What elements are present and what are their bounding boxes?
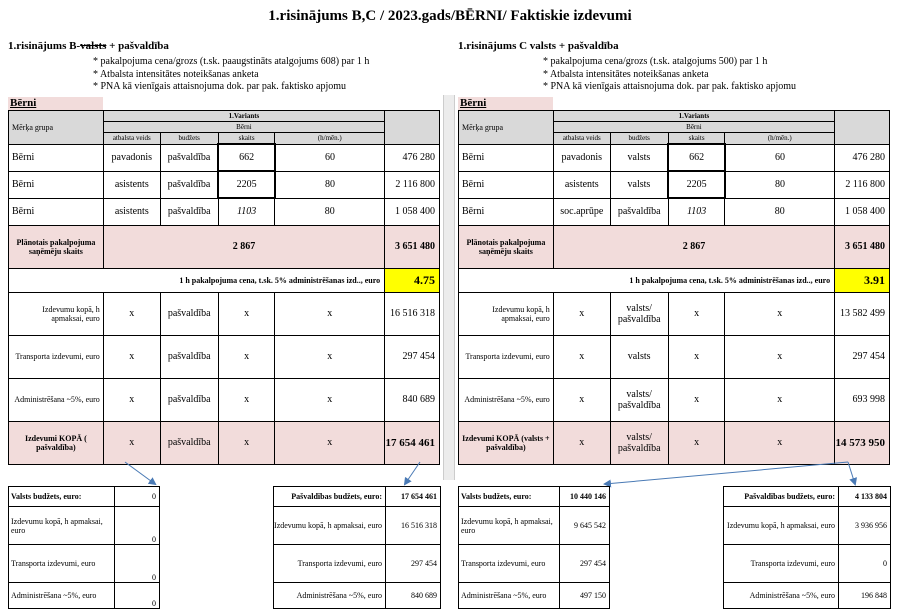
table-cell: x [725,378,835,421]
col-header: atbalsta veids [103,132,160,144]
price-value: 4.75 [385,268,440,292]
col-header: budžets [610,132,668,144]
arrow-right-state [605,462,848,484]
col-header: atbalsta veids [553,132,610,144]
note-item: * PNA kā vienīgais attaisnojuma dok. par pak. faktisko apjomu [543,81,890,94]
cost-label: Transporta izdevumi, euro [459,335,554,378]
target-group-header: Mērķa grupa [459,110,554,144]
table-cell: 476 280 [835,144,890,171]
muni-budget-label: Administrēšana ~5%, euro [724,583,839,609]
table-cell: valsts/ pašvaldība [610,378,668,421]
table-cell: pašvaldība [160,335,218,378]
muni-budget-title: Pašvaldības budžets, euro: [274,487,386,507]
table-cell: 2205 [218,171,275,198]
left-heading-pre: 1.risinājums B- [8,40,81,52]
planned-label: Plānotais pakalpojuma saņēmēju skaits [459,225,554,268]
state-budget-title: Valsts budžets, euro: [459,487,560,507]
table-cell: 80 [275,171,385,198]
col-header: skaits [218,132,275,144]
table-cell: x [218,335,275,378]
state-budget-value: 0 [115,583,160,609]
cost-label: Administrēšana ~5%, euro [9,378,104,421]
state-budget-total: 0 [115,487,160,507]
planned-count: 2 867 [103,225,384,268]
cost-value: 16 516 318 [385,292,440,335]
cost-value: 840 689 [385,378,440,421]
table-row-group: Bērni [459,198,554,225]
cost-label: Izdevumu kopā, h apmaksai, euro [9,292,104,335]
table-cell: x [218,378,275,421]
total-label: Izdevumi KOPĀ (valsts + pašvaldība) [459,421,554,464]
table-cell: x [218,292,275,335]
table-cell: x [103,335,160,378]
table-cell: pašvaldība [160,144,218,171]
note-item: * pakalpojuma cena/grozs (t.sk. atalgojums 500) par 1 h [543,56,890,69]
note-item: * pakalpojuma cena/grozs (t.sk. paaugstināts atalgojums 608) par 1 h [93,56,440,69]
table-cell: pašvaldība [160,198,218,225]
table-cell: x [553,378,610,421]
state-budget-label: Izdevumu kopā, h apmaksai, euro [459,507,560,545]
right-heading: 1.risinājums C valsts + pašvaldība [458,40,619,52]
cost-label: Transporta izdevumi, euro [9,335,104,378]
target-group-header: Mērķa grupa [9,110,104,144]
col-header: (h/mēn.) [725,132,835,144]
table-cell: pašvaldība [610,198,668,225]
table-cell: x [668,378,725,421]
table-row-group: Bērni [459,144,554,171]
total-value: 17 654 461 [385,421,440,464]
table-cell: 1103 [668,198,725,225]
table-cell: x [553,292,610,335]
state-budget-label: Transporta izdevumi, euro [459,545,560,583]
state-budget-label: Izdevumu kopā, h apmaksai, euro [9,507,115,545]
arrow-left-muni [405,462,420,484]
table-cell: asistents [103,198,160,225]
table-cell: valsts [610,335,668,378]
table-cell: x [668,421,725,464]
table-cell: x [103,292,160,335]
muni-budget-label: Transporta izdevumi, euro [724,545,839,583]
table-cell: 80 [725,198,835,225]
table-cell: x [103,378,160,421]
planned-count: 2 867 [553,225,834,268]
table-cell: pašvaldība [160,421,218,464]
muni-budget-total: 4 133 804 [839,487,891,507]
table-cell: x [725,421,835,464]
muni-budget-label: Izdevumu kopā, h apmaksai, euro [724,507,839,545]
muni-budget-total: 17 654 461 [386,487,441,507]
table-row-group: Bērni [459,171,554,198]
muni-budget-value: 840 689 [386,583,441,609]
table-cell: x [275,292,385,335]
right-state-budget-table [458,486,610,609]
children-header: Bērni [103,121,384,132]
table-row-group: Bērni [9,198,104,225]
table-cell: x [668,292,725,335]
price-value: 3.91 [835,268,890,292]
left-state-budget-table [8,486,160,609]
table-cell: 1 058 400 [835,198,890,225]
cost-value: 297 454 [835,335,890,378]
table-cell: 80 [725,171,835,198]
table-cell: pašvaldība [160,292,218,335]
table-cell: asistents [103,171,160,198]
state-budget-total: 10 440 146 [560,487,610,507]
table-cell: pavadonis [553,144,610,171]
cost-value: 297 454 [385,335,440,378]
total-value: 14 573 950 [835,421,890,464]
state-budget-value: 297 454 [560,545,610,583]
table-cell: asistents [553,171,610,198]
table-cell: valsts [610,171,668,198]
left-heading-post: + pašvaldība [106,40,169,52]
muni-budget-value: 196 848 [839,583,891,609]
table-cell: x [275,421,385,464]
state-budget-label: Administrēšana ~5%, euro [459,583,560,609]
table-cell: 60 [725,144,835,171]
state-budget-value: 9 645 542 [560,507,610,545]
table-cell: soc.aprūpe [553,198,610,225]
table-cell: 2 116 800 [835,171,890,198]
arrow-right-muni [848,462,855,484]
table-cell: 2205 [668,171,725,198]
group-label: Bērni [458,97,553,110]
col-header: (h/mēn.) [275,132,385,144]
state-budget-title: Valsts budžets, euro: [9,487,115,507]
table-cell: 60 [275,144,385,171]
planned-hours: 3 651 480 [835,225,890,268]
table-cell: x [218,421,275,464]
table-cell: pavadonis [103,144,160,171]
table-cell: 2 116 800 [385,171,440,198]
table-cell: x [275,378,385,421]
left-muni-budget-table [273,486,441,609]
muni-budget-title: Pašvaldības budžets, euro: [724,487,839,507]
table-cell: pašvaldība [160,378,218,421]
muni-budget-value: 297 454 [386,545,441,583]
planned-hours: 3 651 480 [385,225,440,268]
cost-value: 13 582 499 [835,292,890,335]
table-row-group: Bērni [9,144,104,171]
table-cell: x [725,335,835,378]
table-cell: 80 [275,198,385,225]
muni-budget-value: 3 936 956 [839,507,891,545]
table-cell: x [668,335,725,378]
table-cell: pašvaldība [160,171,218,198]
children-header: Bērni [553,121,834,132]
col-header: budžets [160,132,218,144]
note-item: * PNA kā vienīgais attaisnojuma dok. par pak. faktisko apjomu [93,81,440,94]
group-label: Bērni [8,97,103,110]
table-cell: x [553,335,610,378]
table-cell: valsts/ pašvaldība [610,292,668,335]
table-cell: x [275,335,385,378]
variant-header: 1.Variants [103,110,384,121]
price-label: 1 h pakalpojuma cena, t.sk. 5% administrēšanas izd.., euro [459,268,835,292]
table-cell: 662 [218,144,275,171]
arrow-left-state [125,462,155,484]
planned-label: Plānotais pakalpojuma saņēmēju skaits [9,225,104,268]
muni-budget-label: Administrēšana ~5%, euro [274,583,386,609]
state-budget-label: Administrēšana ~5%, euro [9,583,115,609]
left-heading-strike: valsts [80,40,107,52]
muni-budget-label: Transporta izdevumi, euro [274,545,386,583]
table-cell: valsts/ pašvaldība [610,421,668,464]
table-cell: x [553,421,610,464]
state-budget-value: 0 [115,545,160,583]
muni-budget-label: Izdevumu kopā, h apmaksai, euro [274,507,386,545]
table-cell: 1 058 400 [385,198,440,225]
state-budget-label: Transporta izdevumi, euro [9,545,115,583]
table-cell: x [103,421,160,464]
note-item: * Atbalsta intensitātes noteikšanas anketa [543,69,890,82]
page-title: 1.risinājums B,C / 2023.gads/BĒRNI/ Faktiskie izdevumi [268,8,632,24]
table-cell: 662 [668,144,725,171]
cost-label: Administrēšana ~5%, euro [459,378,554,421]
variant-header: 1.Variants [553,110,834,121]
table-cell: 1103 [218,198,275,225]
total-label: Izdevumi KOPĀ ( pašvaldība) [9,421,104,464]
state-budget-value: 497 150 [560,583,610,609]
table-cell: valsts [610,144,668,171]
cost-label: Izdevumu kopā, h apmaksai, euro [459,292,554,335]
note-item: * Atbalsta intensitātes noteikšanas anketa [93,69,440,82]
muni-budget-value: 16 516 318 [386,507,441,545]
table-cell: 476 280 [385,144,440,171]
price-label: 1 h pakalpojuma cena, t.sk. 5% administrēšanas izd.., euro [9,268,385,292]
table-row-group: Bērni [9,171,104,198]
right-muni-budget-table [723,486,891,609]
cost-value: 693 998 [835,378,890,421]
table-cell: x [725,292,835,335]
state-budget-value: 0 [115,507,160,545]
muni-budget-value: 0 [839,545,891,583]
col-header: skaits [668,132,725,144]
